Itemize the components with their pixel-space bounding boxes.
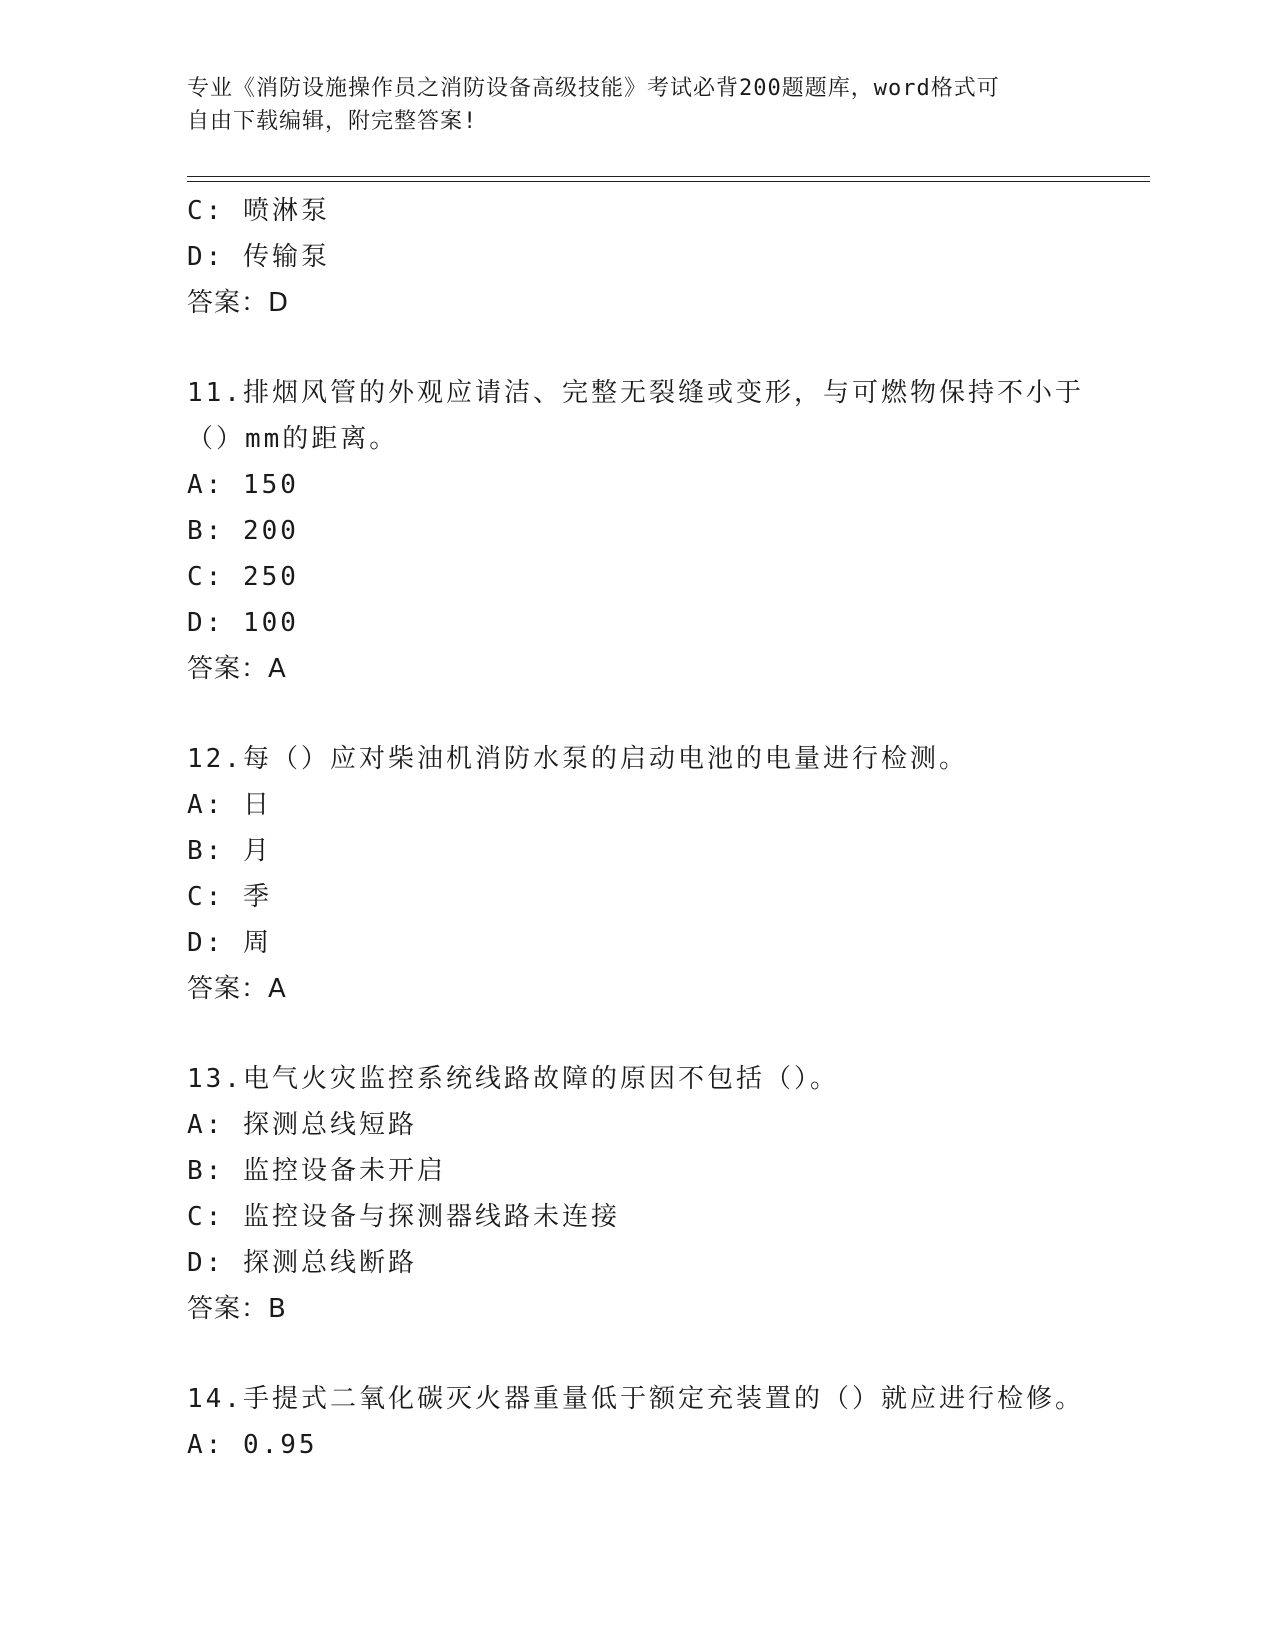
- option-c: C: 250: [187, 562, 299, 592]
- document-header: [187, 72, 1067, 138]
- header-divider-top: [187, 176, 1150, 177]
- question-stem: 13.电气火灾监控系统线路故障的原因不包括（）。: [187, 1064, 839, 1094]
- option-c: C: 季: [187, 882, 272, 912]
- question-stem: 11.排烟风管的外观应请洁、完整无裂缝或变形，与可燃物保持不小于: [187, 378, 1084, 408]
- question-stem: 14.手提式二氧化碳灭火器重量低于额定充装置的（）就应进行检修。: [187, 1384, 1084, 1414]
- option-a: A: 探测总线短路: [187, 1110, 417, 1140]
- option-d: D: 周: [187, 928, 272, 958]
- question-list: [187, 188, 1087, 1468]
- option-c: C: 监控设备与探测器线路未连接: [187, 1202, 620, 1232]
- option-b: B: 200: [187, 516, 299, 546]
- option-d: D: 传输泵: [187, 242, 330, 272]
- option-a: A: 日: [187, 790, 272, 820]
- answer: 答案：B: [187, 1294, 287, 1324]
- header-line-2: 自由下载编辑，附完整答案!: [187, 109, 478, 134]
- option-a: A: 150: [187, 470, 299, 500]
- option-b: B: 监控设备未开启: [187, 1156, 446, 1186]
- header-divider-bottom: [187, 181, 1150, 182]
- question-stem: 12.每（）应对柴油机消防水泵的启动电池的电量进行检测。: [187, 744, 968, 774]
- option-b: B: 月: [187, 836, 272, 866]
- option-c: C: 喷淋泵: [187, 196, 330, 226]
- answer: 答案：A: [187, 654, 287, 684]
- answer: 答案：D: [187, 288, 290, 318]
- option-d: D: 100: [187, 608, 299, 638]
- option-d: D: 探测总线断路: [187, 1248, 417, 1278]
- option-a: A: 0.95: [187, 1430, 318, 1460]
- question-stem-continued: （）mm的距离。: [187, 424, 399, 454]
- answer: 答案：A: [187, 974, 287, 1004]
- header-line-1: 专业《消防设施操作员之消防设备高级技能》考试必背200题题库，word格式可: [187, 76, 1000, 101]
